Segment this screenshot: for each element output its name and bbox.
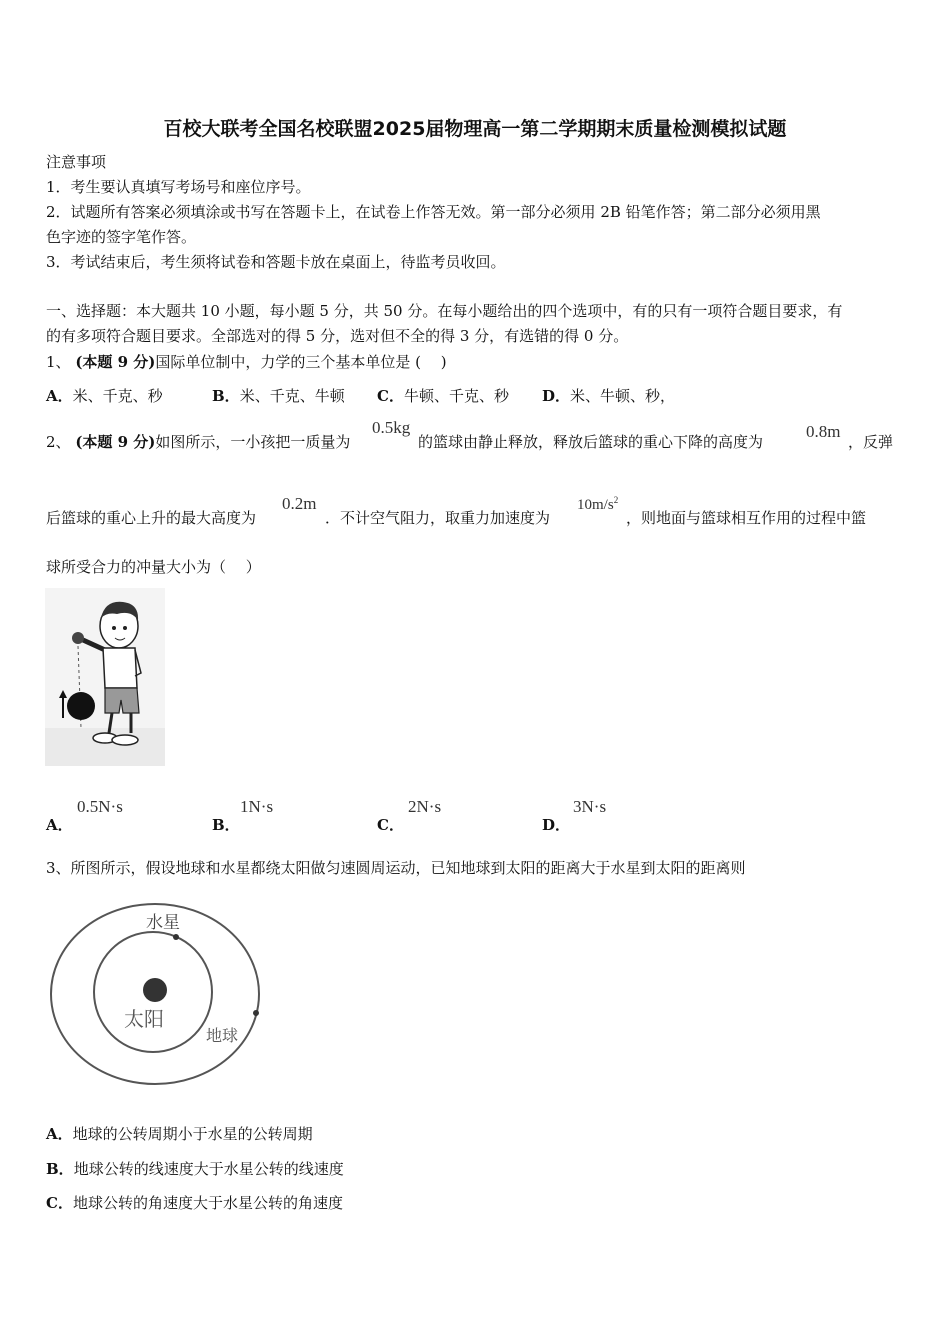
sun-icon — [143, 978, 167, 1002]
notice-item-3: 3．考试结束后，考生须将试卷和答题卡放在桌面上，待监考员收回。 — [46, 253, 506, 271]
rise-height-value: 0.2m — [282, 494, 317, 513]
q2-option-c-label[interactable]: C． — [377, 816, 404, 834]
question-2-text-6: ，则地面与篮球相互作用的过程中篮 — [626, 509, 867, 527]
question-3: 3、所图所示，假设地球和水星都绕太阳做匀速圆周运动，已知地球到太阳的距离大于水星到太阳的距离则 — [46, 859, 746, 877]
question-points: (本题 9 分) — [75, 353, 156, 371]
q1-option-d[interactable]: D．米、牛顿、秒， — [542, 387, 676, 405]
question-2-line-2: 后篮球的重心上升的最大高度为 — [46, 509, 257, 527]
q2-option-d-label[interactable]: D． — [542, 816, 571, 834]
boy-dropping-ball-figure — [45, 588, 165, 766]
section-instructions: 一、选择题：本大题共 10 小题，每小题 5 分，共 50 分。在每小题给出的四个选项中，有的只有一项符合题目要求，有 — [46, 302, 843, 320]
question-2-line-1: 2、 (本题 9 分)如图所示，一小孩把一质量为 — [46, 433, 351, 451]
notice-item-2-cont: 色字迹的签字笔作答。 — [46, 228, 197, 246]
question-2-text-2: 的篮球由静止释放，释放后篮球的重心下降的高度为 — [418, 433, 764, 451]
notice-item-1: 1．考生要认真填写考场号和座位序号。 — [46, 178, 311, 196]
q2-option-a-value[interactable]: 0.5N·s — [77, 797, 123, 816]
q3-option-c[interactable]: C．地球公转的角速度大于水星公转的角速度 — [46, 1194, 343, 1212]
question-2-line-3: 球所受合力的冲量大小为（ ） — [46, 558, 261, 576]
mercury-label: 水星 — [146, 913, 180, 933]
q2-option-c-value[interactable]: 2N·s — [408, 797, 442, 816]
question-1 — [46, 352, 447, 372]
q3-option-b[interactable]: B．地球公转的线速度大于水星公转的线速度 — [46, 1160, 344, 1178]
mercury-dot — [173, 934, 179, 940]
notice-item-2: 2．试题所有答案必须填涂或书写在答题卡上，在试卷上作答无效。第一部分必须用 2B 铅笔作答；第二部分必须用黑 — [46, 203, 821, 221]
q2-option-b-label[interactable]: B． — [212, 816, 240, 834]
earth-label: 地球 — [206, 1026, 239, 1045]
drop-height-value: 0.8m — [806, 422, 841, 441]
q2-option-a-label[interactable]: A． — [46, 816, 73, 834]
section-instructions-cont: 的有多项符合题目要求。全部选对的得 5 分，选对但不全的得 3 分，有选错的得 0 分。 — [46, 327, 629, 345]
orbit-figure — [48, 898, 268, 1088]
earth-dot — [253, 1010, 259, 1016]
mass-value: 0.5kg — [372, 418, 411, 437]
q1-option-c[interactable]: C．牛顿、千克、秒 — [377, 387, 509, 405]
q1-option-b[interactable]: B．米、千克、牛顿 — [212, 387, 345, 405]
q2-option-b-value[interactable]: 1N·s — [240, 797, 274, 816]
q2-option-d-value[interactable]: 3N·s — [573, 797, 607, 816]
sun-label: 太阳 — [124, 1007, 164, 1031]
q3-option-a[interactable]: A．地球的公转周期小于水星的公转周期 — [46, 1125, 313, 1143]
q1-option-a[interactable]: A．米、千克、秒 — [46, 387, 163, 405]
question-text: 国际单位制中，力学的三个基本单位是 ( ) — [155, 353, 447, 371]
notice-heading: 注意事项 — [46, 153, 107, 171]
question-2-text-3: ，反弹 — [848, 433, 894, 451]
page-title: 百校大联考全国名校联盟2025届物理高一第二学期期末质量检测模拟试题 — [163, 118, 787, 140]
gravity-value: $10m/s^2$ — [577, 495, 619, 513]
question-number: 1、 — [46, 353, 71, 371]
question-2-text-5: ．不计空气阻力，取重力加速度为 — [325, 509, 551, 527]
